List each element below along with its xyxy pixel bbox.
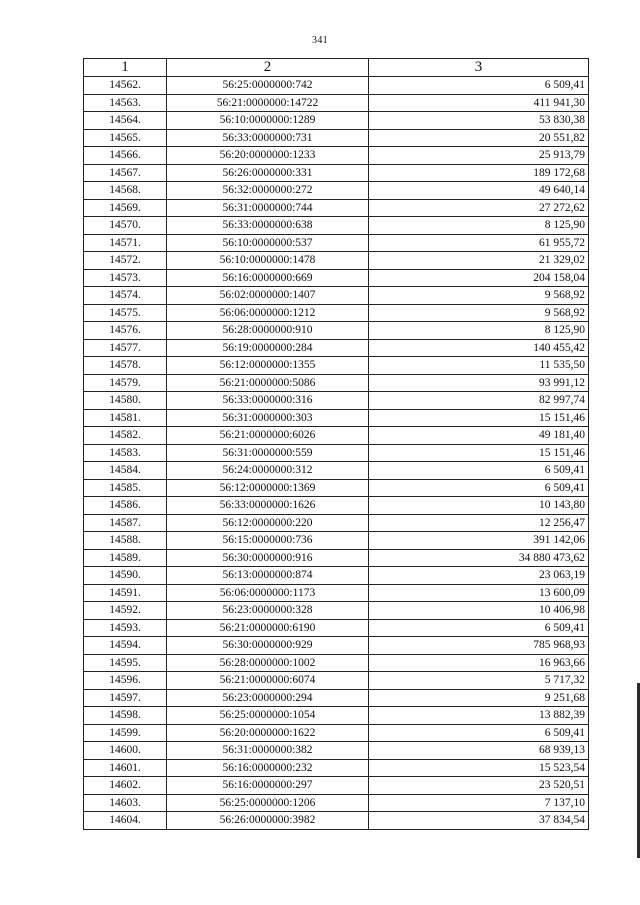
- value-cell: 13 882,39: [369, 707, 589, 725]
- value-cell: 13 600,09: [369, 584, 589, 602]
- row-number-cell: 14567.: [84, 164, 167, 182]
- cadastral-number-cell: 56:23:0000000:294: [167, 689, 369, 707]
- row-number-cell: 14596.: [84, 672, 167, 690]
- cadastral-number-cell: 56:25:0000000:1054: [167, 707, 369, 725]
- row-number-cell: 14600.: [84, 742, 167, 760]
- table-row: [84, 339, 589, 357]
- value-cell: 53 830,38: [369, 112, 589, 130]
- cadastral-number-cell: 56:30:0000000:916: [167, 549, 369, 567]
- table-row: [84, 182, 589, 200]
- value-cell: 11 535,50: [369, 357, 589, 375]
- cadastral-number-cell: 56:28:0000000:1002: [167, 654, 369, 672]
- cadastral-number-cell: 56:24:0000000:312: [167, 462, 369, 480]
- column-header-3: 3: [369, 59, 589, 77]
- value-cell: 25 913,79: [369, 147, 589, 165]
- table-row: [84, 427, 589, 445]
- table-row: [84, 742, 589, 760]
- table-row: [84, 129, 589, 147]
- table-row: [84, 724, 589, 742]
- row-number-cell: 14579.: [84, 374, 167, 392]
- row-number-cell: 14585.: [84, 479, 167, 497]
- table-row: [84, 112, 589, 130]
- cadastral-number-cell: 56:16:0000000:232: [167, 759, 369, 777]
- cadastral-number-cell: 56:15:0000000:736: [167, 532, 369, 550]
- table-row: [84, 252, 589, 270]
- value-cell: 20 551,82: [369, 129, 589, 147]
- row-number-cell: 14568.: [84, 182, 167, 200]
- row-number-cell: 14573.: [84, 269, 167, 287]
- cadastral-number-cell: 56:12:0000000:1369: [167, 479, 369, 497]
- table-header: [84, 59, 589, 77]
- cadastral-number-cell: 56:20:0000000:1622: [167, 724, 369, 742]
- value-cell: 9 568,92: [369, 304, 589, 322]
- table-row: [84, 374, 589, 392]
- row-number-cell: 14580.: [84, 392, 167, 410]
- cadastral-number-cell: 56:10:0000000:1289: [167, 112, 369, 130]
- row-number-cell: 14571.: [84, 234, 167, 252]
- row-number-cell: 14588.: [84, 532, 167, 550]
- row-number-cell: 14595.: [84, 654, 167, 672]
- cadastral-number-cell: 56:13:0000000:874: [167, 567, 369, 585]
- table-row: [84, 812, 589, 830]
- value-cell: 6 509,41: [369, 462, 589, 480]
- table-row: [84, 497, 589, 515]
- value-cell: 6 509,41: [369, 77, 589, 95]
- cadastral-number-cell: 56:10:0000000:537: [167, 234, 369, 252]
- value-cell: 785 968,93: [369, 637, 589, 655]
- value-cell: 9 251,68: [369, 689, 589, 707]
- row-number-cell: 14570.: [84, 217, 167, 235]
- row-number-cell: 14586.: [84, 497, 167, 515]
- cadastral-number-cell: 56:26:0000000:3982: [167, 812, 369, 830]
- cadastral-number-cell: 56:21:0000000:5086: [167, 374, 369, 392]
- table-row: [84, 164, 589, 182]
- row-number-cell: 14562.: [84, 77, 167, 95]
- cadastral-number-cell: 56:21:0000000:14722: [167, 94, 369, 112]
- table-row: [84, 567, 589, 585]
- value-cell: 10 143,80: [369, 497, 589, 515]
- row-number-cell: 14594.: [84, 637, 167, 655]
- table-row: [84, 479, 589, 497]
- row-number-cell: 14590.: [84, 567, 167, 585]
- value-cell: 10 406,98: [369, 602, 589, 620]
- cadastral-number-cell: 56:23:0000000:328: [167, 602, 369, 620]
- cadastral-number-cell: 56:31:0000000:744: [167, 199, 369, 217]
- row-number-cell: 14581.: [84, 409, 167, 427]
- table-row: [84, 514, 589, 532]
- value-cell: 21 329,02: [369, 252, 589, 270]
- table-row: [84, 619, 589, 637]
- value-cell: 15 151,46: [369, 409, 589, 427]
- cadastral-value-table: [83, 58, 589, 830]
- row-number-cell: 14589.: [84, 549, 167, 567]
- cadastral-number-cell: 56:31:0000000:303: [167, 409, 369, 427]
- value-cell: 23 520,51: [369, 777, 589, 795]
- column-header-2: 2: [167, 59, 369, 77]
- table-row: [84, 287, 589, 305]
- row-number-cell: 14563.: [84, 94, 167, 112]
- cadastral-number-cell: 56:31:0000000:559: [167, 444, 369, 462]
- value-cell: 189 172,68: [369, 164, 589, 182]
- row-number-cell: 14598.: [84, 707, 167, 725]
- value-cell: 93 991,12: [369, 374, 589, 392]
- table-row: [84, 444, 589, 462]
- row-number-cell: 14601.: [84, 759, 167, 777]
- value-cell: 204 158,04: [369, 269, 589, 287]
- cadastral-number-cell: 56:30:0000000:929: [167, 637, 369, 655]
- value-cell: 27 272,62: [369, 199, 589, 217]
- table-row: [84, 234, 589, 252]
- cadastral-number-cell: 56:21:0000000:6026: [167, 427, 369, 445]
- row-number-cell: 14593.: [84, 619, 167, 637]
- value-cell: 5 717,32: [369, 672, 589, 690]
- row-number-cell: 14599.: [84, 724, 167, 742]
- row-number-cell: 14566.: [84, 147, 167, 165]
- cadastral-number-cell: 56:16:0000000:669: [167, 269, 369, 287]
- table-row: [84, 392, 589, 410]
- table-row: [84, 217, 589, 235]
- cadastral-number-cell: 56:33:0000000:731: [167, 129, 369, 147]
- table-row: [84, 584, 589, 602]
- row-number-cell: 14584.: [84, 462, 167, 480]
- value-cell: 6 509,41: [369, 479, 589, 497]
- table-row: [84, 357, 589, 375]
- cadastral-number-cell: 56:33:0000000:638: [167, 217, 369, 235]
- cadastral-number-cell: 56:06:0000000:1212: [167, 304, 369, 322]
- value-cell: 15 523,54: [369, 759, 589, 777]
- row-number-cell: 14582.: [84, 427, 167, 445]
- table-row: [84, 707, 589, 725]
- value-cell: 9 568,92: [369, 287, 589, 305]
- row-number-cell: 14587.: [84, 514, 167, 532]
- table-body: [84, 77, 589, 830]
- cadastral-number-cell: 56:28:0000000:910: [167, 322, 369, 340]
- table-header-row: [84, 59, 589, 77]
- value-cell: 37 834,54: [369, 812, 589, 830]
- cadastral-number-cell: 56:25:0000000:742: [167, 77, 369, 95]
- table-row: [84, 304, 589, 322]
- cadastral-number-cell: 56:10:0000000:1478: [167, 252, 369, 270]
- table-row: [84, 637, 589, 655]
- table-row: [84, 759, 589, 777]
- cadastral-number-cell: 56:32:0000000:272: [167, 182, 369, 200]
- page-number: 341: [312, 35, 328, 46]
- value-cell: 7 137,10: [369, 794, 589, 812]
- cadastral-number-cell: 56:33:0000000:1626: [167, 497, 369, 515]
- table-row: [84, 654, 589, 672]
- row-number-cell: 14575.: [84, 304, 167, 322]
- table-row: [84, 322, 589, 340]
- row-number-cell: 14602.: [84, 777, 167, 795]
- value-cell: 12 256,47: [369, 514, 589, 532]
- row-number-cell: 14565.: [84, 129, 167, 147]
- row-number-cell: 14576.: [84, 322, 167, 340]
- row-number-cell: 14569.: [84, 199, 167, 217]
- row-number-cell: 14574.: [84, 287, 167, 305]
- value-cell: 82 997,74: [369, 392, 589, 410]
- row-number-cell: 14592.: [84, 602, 167, 620]
- value-cell: 34 880 473,62: [369, 549, 589, 567]
- table-row: [84, 777, 589, 795]
- table-row: [84, 462, 589, 480]
- row-number-cell: 14597.: [84, 689, 167, 707]
- cadastral-number-cell: 56:12:0000000:220: [167, 514, 369, 532]
- table-row: [84, 77, 589, 95]
- table-row: [84, 409, 589, 427]
- column-header-1: 1: [84, 59, 167, 77]
- row-number-cell: 14578.: [84, 357, 167, 375]
- value-cell: 16 963,66: [369, 654, 589, 672]
- cadastral-number-cell: 56:33:0000000:316: [167, 392, 369, 410]
- value-cell: 8 125,90: [369, 217, 589, 235]
- value-cell: 8 125,90: [369, 322, 589, 340]
- cadastral-number-cell: 56:16:0000000:297: [167, 777, 369, 795]
- table-row: [84, 94, 589, 112]
- value-cell: 49 640,14: [369, 182, 589, 200]
- value-cell: 140 455,42: [369, 339, 589, 357]
- value-cell: 61 955,72: [369, 234, 589, 252]
- value-cell: 6 509,41: [369, 619, 589, 637]
- table-row: [84, 269, 589, 287]
- table-row: [84, 549, 589, 567]
- cadastral-number-cell: 56:12:0000000:1355: [167, 357, 369, 375]
- value-cell: 411 941,30: [369, 94, 589, 112]
- table-row: [84, 672, 589, 690]
- table-row: [84, 602, 589, 620]
- cadastral-number-cell: 56:21:0000000:6074: [167, 672, 369, 690]
- table-row: [84, 147, 589, 165]
- row-number-cell: 14572.: [84, 252, 167, 270]
- value-cell: 15 151,46: [369, 444, 589, 462]
- row-number-cell: 14564.: [84, 112, 167, 130]
- cadastral-number-cell: 56:06:0000000:1173: [167, 584, 369, 602]
- cadastral-number-cell: 56:19:0000000:284: [167, 339, 369, 357]
- cadastral-number-cell: 56:20:0000000:1233: [167, 147, 369, 165]
- table-row: [84, 199, 589, 217]
- cadastral-number-cell: 56:26:0000000:331: [167, 164, 369, 182]
- value-cell: 391 142,06: [369, 532, 589, 550]
- cadastral-number-cell: 56:25:0000000:1206: [167, 794, 369, 812]
- cadastral-number-cell: 56:02:0000000:1407: [167, 287, 369, 305]
- row-number-cell: 14603.: [84, 794, 167, 812]
- value-cell: 23 063,19: [369, 567, 589, 585]
- cadastral-number-cell: 56:31:0000000:382: [167, 742, 369, 760]
- value-cell: 49 181,40: [369, 427, 589, 445]
- table-row: [84, 532, 589, 550]
- table-row: [84, 689, 589, 707]
- value-cell: 6 509,41: [369, 724, 589, 742]
- table-row: [84, 794, 589, 812]
- cadastral-number-cell: 56:21:0000000:6190: [167, 619, 369, 637]
- row-number-cell: 14577.: [84, 339, 167, 357]
- row-number-cell: 14583.: [84, 444, 167, 462]
- row-number-cell: 14591.: [84, 584, 167, 602]
- row-number-cell: 14604.: [84, 812, 167, 830]
- value-cell: 68 939,13: [369, 742, 589, 760]
